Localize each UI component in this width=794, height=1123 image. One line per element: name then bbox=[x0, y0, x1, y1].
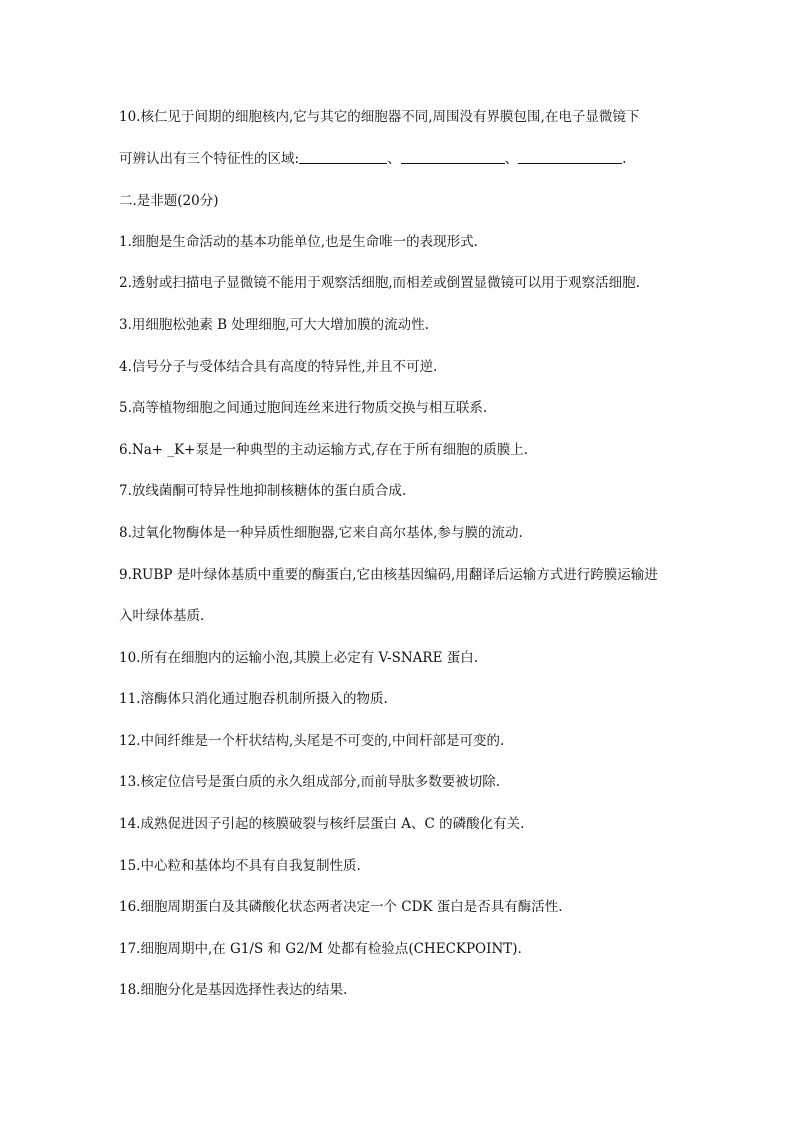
true-false-item: 1.细胞是生命活动的基本功能单位,也是生命唯一的表现形式. bbox=[119, 234, 478, 250]
true-false-item: 2.透射或扫描电子显微镜不能用于观察活细胞,而相差或倒置显微镜可以用于观察活细胞. bbox=[119, 275, 640, 291]
true-false-item: 13.核定位信号是蛋白质的永久组成部分,而前导肽多数要被切除. bbox=[119, 774, 501, 790]
answer-blank-1[interactable] bbox=[299, 151, 387, 164]
answer-blank-2[interactable] bbox=[401, 151, 505, 164]
true-false-item: 12.中间纤维是一个杆状结构,头尾是不可变的,中间杆部是可变的. bbox=[119, 733, 505, 749]
fill-blank-question-10-line-2 bbox=[119, 150, 754, 168]
separator: 、 bbox=[504, 151, 519, 167]
true-false-item: 15.中心粒和基体均不具有自我复制性质. bbox=[119, 858, 361, 874]
answer-blank-3[interactable] bbox=[518, 151, 622, 164]
question-text: 可辨认出有三个特征性的区域: bbox=[119, 151, 300, 167]
true-false-item: 4.信号分子与受体结合具有高度的特异性,并且不可逆. bbox=[119, 359, 438, 375]
separator: 、 bbox=[387, 151, 401, 167]
section-heading: 二.是非题(20分) bbox=[119, 193, 219, 209]
true-false-item: 6.Na+ _K+泵是一种典型的主动运输方式,存在于所有细胞的质膜上. bbox=[119, 442, 529, 458]
true-false-item: 17.细胞周期中,在 G1/S 和 G2/M 处都有检验点(CHECKPOINT). bbox=[119, 941, 522, 957]
true-false-item: 9.RUBP 是叶绿体基质中重要的酶蛋白,它由核基因编码,用翻译后运输方式进行跨膜运输进 bbox=[119, 567, 658, 583]
true-false-item: 18.细胞分化是基因选择性表达的结果. bbox=[119, 982, 348, 998]
true-false-item: 11.溶酶体只消化通过胞吞机制所摄入的物质. bbox=[119, 691, 388, 707]
fill-blank-question-10-line-1: 10.核仁见于间期的细胞核内,它与其它的细胞器不同,周围没有界膜包围,在电子显微镜下 bbox=[119, 109, 640, 125]
true-false-item: 5.高等植物细胞之间通过胞间连丝来进行物质交换与相互联系. bbox=[119, 400, 488, 416]
true-false-item-continuation: 入叶绿体基质. bbox=[119, 608, 205, 624]
true-false-item: 16.细胞周期蛋白及其磷酸化状态两者决定一个 CDK 蛋白是否具有酶活性. bbox=[119, 899, 563, 915]
true-false-item: 10.所有在细胞内的运输小泡,其膜上必定有 V-SNARE 蛋白. bbox=[119, 650, 479, 666]
end-punctuation: . bbox=[622, 151, 627, 167]
true-false-item: 14.成熟促进因子引起的核膜破裂与核纤层蛋白 A、C 的磷酸化有关. bbox=[119, 816, 525, 832]
true-false-item: 8.过氧化物酶体是一种异质性细胞器,它来自高尔基体,参与膜的流动. bbox=[119, 525, 523, 541]
true-false-item: 7.放线菌酮可特异性地抑制核糖体的蛋白质合成. bbox=[119, 483, 407, 499]
true-false-item: 3.用细胞松弛素 B 处理细胞,可大大增加膜的流动性. bbox=[119, 317, 429, 333]
